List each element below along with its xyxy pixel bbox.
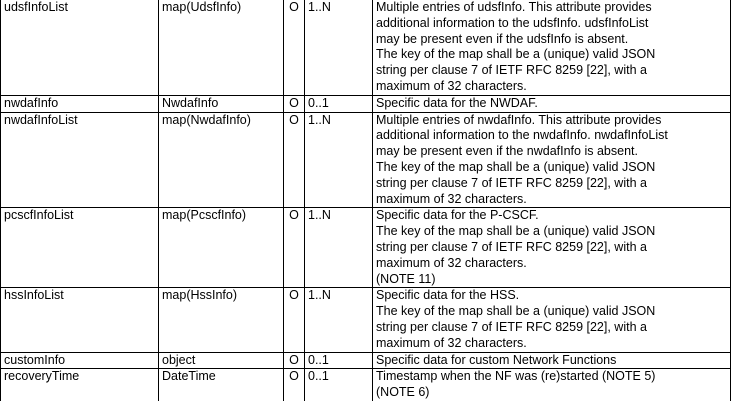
cardinality-cell: 0..1 [305,369,373,401]
description-line: string per clause 7 of IETF RFC 8259 [22], with a [376,319,647,334]
description-line: The key of the map shall be a (unique) valid JSON [376,304,656,319]
description-line: string per clause 7 of IETF RFC 8259 [22], with a [376,175,647,190]
description-cell [373,288,731,352]
description-line: (NOTE 11) [376,271,436,286]
description-line: Specific data for the P-CSCF. [376,208,539,223]
description-line: maximum of 32 characters. [376,191,527,206]
description-cell [373,208,731,288]
table-row [1,369,731,401]
description-line: string per clause 7 of IETF RFC 8259 [22], with a [376,239,647,254]
description-line: may be present even if the udsfInfo is absent. [376,31,629,46]
description-line: maximum of 32 characters. [376,78,527,93]
attribute-name-cell: hssInfoList [1,288,159,352]
description-line: additional information to the udsfInfo. udsfInfoList [376,15,649,30]
cardinality-cell: 0..1 [305,95,373,112]
description-cell [373,369,731,401]
cardinality-cell: 1..N [305,0,373,95]
description-line: Multiple entries of udsfInfo. This attribute provides [376,0,652,14]
presence-cell: O [284,369,305,401]
attribute-name-cell: udsfInfoList [1,0,159,95]
presence-cell: O [284,112,305,208]
description-line: maximum of 32 characters. [376,255,527,270]
presence-cell: O [284,95,305,112]
description-line: may be present even if the nwdafInfo is absent. [376,144,638,159]
cardinality-cell: 1..N [305,288,373,352]
table-row [1,95,731,112]
description-cell [373,352,731,369]
attribute-name-cell: nwdafInfo [1,95,159,112]
table-row [1,352,731,369]
presence-cell: O [284,352,305,369]
data-type-cell: DateTime [159,369,284,401]
description-line: (NOTE 6) [376,385,430,400]
attribute-table-body [1,0,731,401]
attribute-name-cell: recoveryTime [1,369,159,401]
description-line: additional information to the nwdafInfo. nwdafInfoList [376,128,668,143]
description-line: The key of the map shall be a (unique) valid JSON [376,47,656,62]
description-cell [373,95,731,112]
description-cell [373,112,731,208]
description-line: The key of the map shall be a (unique) valid JSON [376,224,656,239]
description-line: Specific data for custom Network Functions [376,352,617,367]
attribute-name-cell: customInfo [1,352,159,369]
data-type-cell: map(PcscfInfo) [159,208,284,288]
description-line: The key of the map shall be a (unique) valid JSON [376,159,656,174]
data-type-cell: map(UdsfInfo) [159,0,284,95]
table-row [1,0,731,95]
description-line: string per clause 7 of IETF RFC 8259 [22], with a [376,63,647,78]
cardinality-cell: 1..N [305,208,373,288]
presence-cell: O [284,288,305,352]
presence-cell: O [284,0,305,95]
table-row [1,208,731,288]
data-type-cell: map(NwdafInfo) [159,112,284,208]
description-line: maximum of 32 characters. [376,335,527,350]
table-row [1,288,731,352]
description-line: Multiple entries of nwdafInfo. This attribute provides [376,112,662,127]
data-type-cell: map(HssInfo) [159,288,284,352]
description-line: Specific data for the HSS. [376,288,520,303]
description-line: Specific data for the NWDAF. [376,95,538,110]
cardinality-cell: 1..N [305,112,373,208]
data-type-cell: object [159,352,284,369]
table-row [1,112,731,208]
description-line: Timestamp when the NF was (re)started (NOTE 5) [376,369,656,384]
attribute-name-cell: nwdafInfoList [1,112,159,208]
presence-cell: O [284,208,305,288]
data-type-cell: NwdafInfo [159,95,284,112]
description-cell [373,0,731,95]
attribute-name-cell: pcscfInfoList [1,208,159,288]
cardinality-cell: 0..1 [305,352,373,369]
